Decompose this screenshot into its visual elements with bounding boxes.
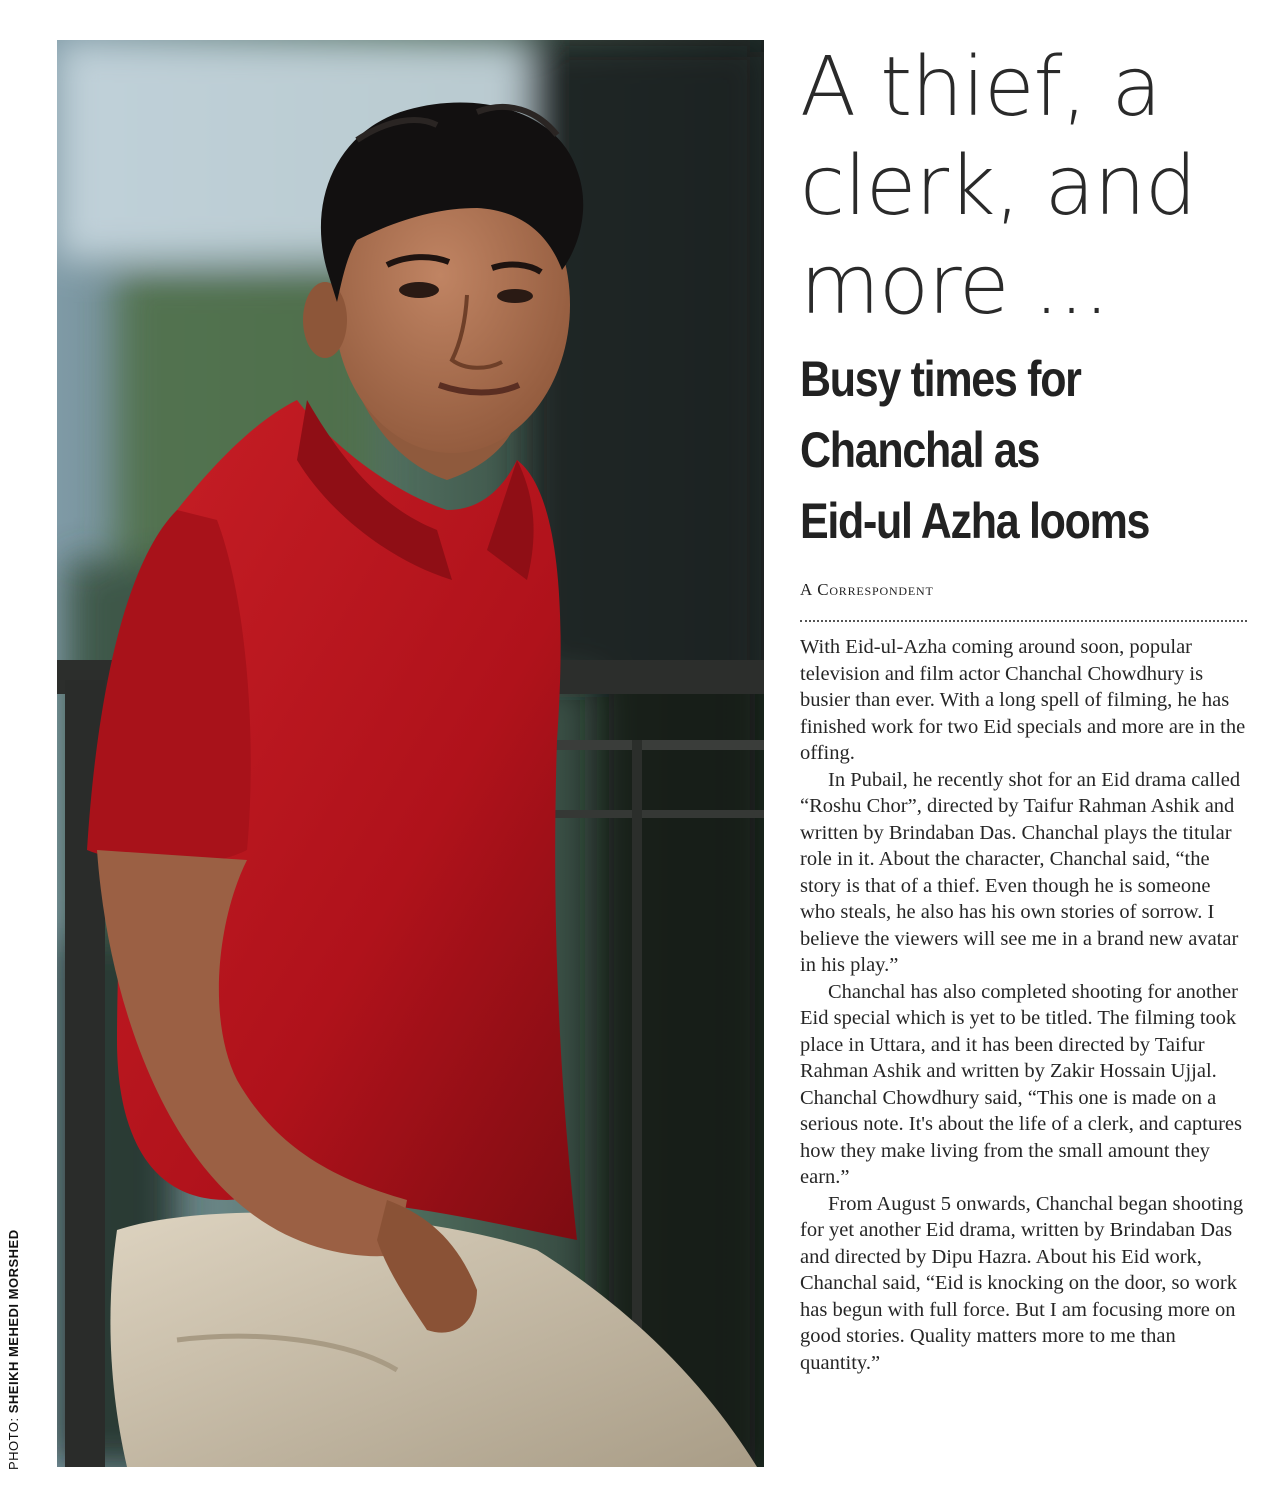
headline-line-2: clerk, and (800, 139, 1196, 234)
dotted-divider (800, 620, 1247, 622)
portrait-photo (57, 40, 764, 1467)
deck-line-3: Eid-ul Azha looms (800, 493, 1150, 549)
paragraph-3: Chanchal has also completed shooting for another Eid special which is yet to be titled. The filming took place in Uttara, and it has been directed by Taifur Rahman Ashik and written by Zakir Hossain Ujjal. Chanchal Chowdhury said, “This one is made on a serious note. It's about the life of a clerk, and captures how they make living from the small amount they earn.” (800, 980, 1243, 1188)
article-body (800, 634, 1247, 1376)
paragraph-1: With Eid-ul-Azha coming around soon, popular television and film actor Chanchal Chowdhury is busier than ever. With a long spell of filming, he has finished work for two Eid specials and more are in the offing. (800, 636, 1246, 764)
deck-subheadline (800, 344, 1247, 557)
headline-line-1: A thief, a (800, 40, 1161, 135)
photo-credit (6, 1160, 21, 1470)
headline (800, 38, 1250, 335)
photo-credit-label: PHOTO: (6, 1417, 21, 1470)
headline-line-3: more ... (800, 238, 1109, 333)
deck-line-2: Chanchal as (800, 422, 1040, 478)
paragraph-2: In Pubail, he recently shot for an Eid drama called “Roshu Chor”, directed by Taifur Rahman Ashik and written by Brindaban Das. Chanchal plays the titular role in it. About the character, Chanchal said, “the story is that of a thief. Even though he is someone who steals, he also has his own stories of sorrow. I believe the viewers will see me in a brand new avatar in his play.” (800, 768, 1241, 976)
byline: A Correspondent (800, 580, 934, 599)
photo-credit-name: SHEIKH MEHEDI MORSHED (6, 1229, 21, 1414)
portrait-illustration (57, 40, 764, 1467)
deck-line-1: Busy times for (800, 351, 1081, 407)
paragraph-4: From August 5 onwards, Chanchal began shooting for yet another Eid drama, written by Brindaban Das and directed by Dipu Hazra. About his Eid work, Chanchal said, “Eid is knocking on the door, so work has begun with full force. But I am focusing more on good stories. Quality matters more to me than quantity.” (800, 1192, 1244, 1374)
